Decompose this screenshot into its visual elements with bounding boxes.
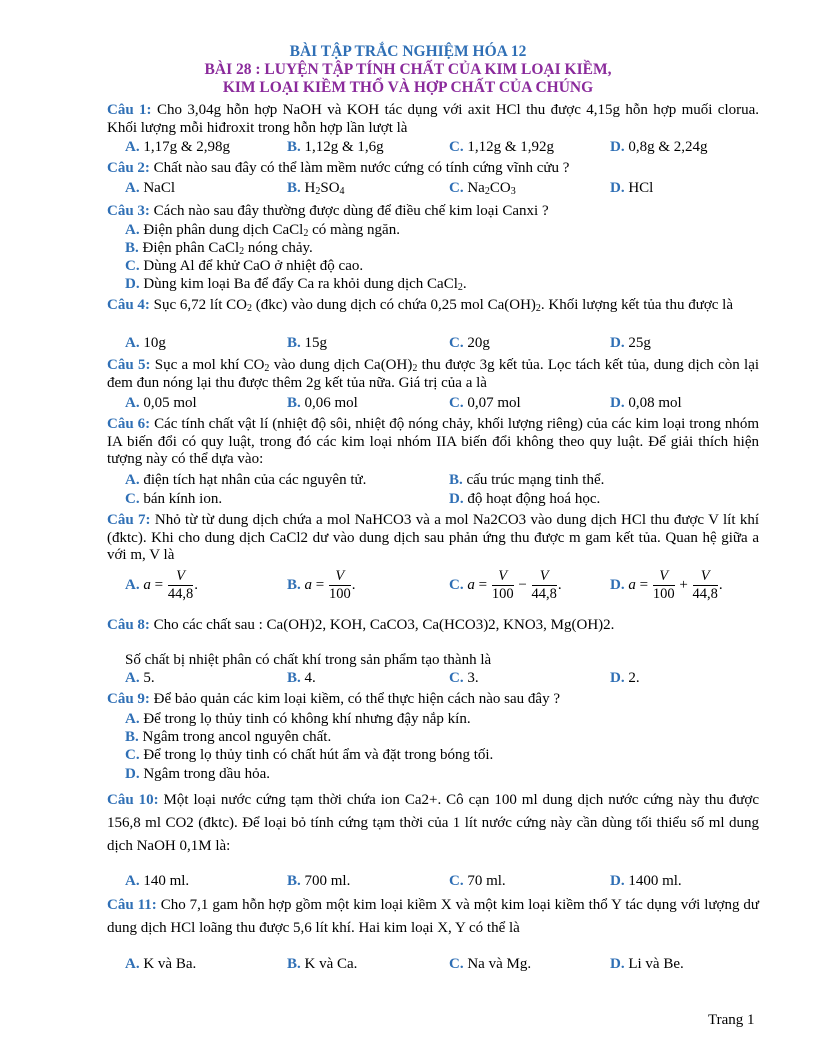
text-fragment: điện tích hạt nhân của các nguyên tử. bbox=[143, 472, 367, 488]
text-fragment: Sục a mol khí CO bbox=[154, 357, 265, 373]
text-fragment: A. bbox=[125, 335, 140, 351]
answer-a bbox=[125, 955, 196, 973]
text-fragment: Câu 3: bbox=[107, 203, 150, 219]
answer-d bbox=[610, 138, 708, 156]
text-fragment: D. bbox=[449, 491, 464, 507]
text-fragment: 0,8g & 2,24g bbox=[628, 139, 708, 155]
answer-a bbox=[125, 221, 400, 239]
answer-d bbox=[610, 179, 653, 197]
question-text: Cho 3,04g hỗn hợp NaOH và KOH tác dụng với axit HCl thu được 4,15g hỗn hợp muối clorua. Khối lượng mỗi hiđroxit trong hỗn hợp lần lượt là bbox=[107, 102, 760, 136]
text-fragment: A. bbox=[125, 222, 140, 238]
text-fragment: B. bbox=[287, 576, 301, 593]
text-fragment: Chất nào sau đây có thể làm mềm nước cứng có tính cứng vĩnh cửu ? bbox=[153, 160, 570, 176]
text-fragment: D. bbox=[610, 956, 625, 972]
text-fragment: Để trong lọ thủy tinh có chất hút ẩm và đặt trong bóng tối. bbox=[143, 747, 494, 763]
text-fragment: 2. bbox=[628, 670, 640, 686]
question-7 bbox=[107, 512, 759, 565]
text-fragment: 700 ml. bbox=[304, 873, 351, 889]
question-10 bbox=[107, 789, 759, 858]
text-fragment: = bbox=[478, 576, 488, 593]
text-fragment: Điện phân dung dịch CaCl bbox=[143, 222, 304, 238]
text-fragment: có màng ngăn. bbox=[308, 222, 400, 238]
text-fragment: C. bbox=[449, 395, 464, 411]
answer-c bbox=[125, 746, 493, 764]
text-fragment: 2 bbox=[239, 246, 245, 257]
fraction bbox=[653, 568, 675, 603]
text-fragment: D. bbox=[610, 395, 625, 411]
text-fragment: V bbox=[653, 568, 675, 586]
text-fragment: A. bbox=[125, 711, 140, 727]
doc-title: BÀI TẬP TRẮC NGHIỆM HÓA 12 bbox=[289, 43, 527, 60]
text-fragment: 2 bbox=[315, 186, 321, 197]
answer-d bbox=[610, 872, 682, 890]
answer-a bbox=[125, 669, 155, 687]
text-fragment: 100 bbox=[652, 586, 675, 602]
question-5 bbox=[107, 357, 759, 392]
text-fragment: + bbox=[679, 576, 688, 593]
answer-d bbox=[125, 275, 467, 293]
text-fragment: B. bbox=[287, 335, 301, 351]
text-fragment: 0,06 mol bbox=[304, 395, 358, 411]
answer-c bbox=[449, 568, 562, 603]
text-fragment: 100 bbox=[491, 586, 514, 602]
text-fragment: NaCl bbox=[143, 180, 176, 196]
text-fragment: 2 bbox=[303, 228, 309, 239]
text-fragment: Để bảo quản các kim loại kiềm, có thể thực hiện cách nào sau đây ? bbox=[153, 691, 560, 707]
answer-b bbox=[287, 955, 357, 973]
text-fragment: a bbox=[467, 576, 475, 593]
text-fragment: D. bbox=[125, 276, 140, 292]
text-fragment: 2 bbox=[247, 303, 253, 314]
text-fragment: A. bbox=[125, 472, 140, 488]
text-fragment: a bbox=[304, 576, 313, 593]
text-fragment: A. bbox=[125, 139, 140, 155]
text-fragment: A. bbox=[125, 395, 140, 411]
text-fragment: Dùng kim loại Ba để đẩy Ca ra khỏi dung dịch CaCl bbox=[143, 276, 458, 292]
text-fragment: C. bbox=[449, 576, 464, 593]
text-fragment: Ngâm trong dầu hỏa. bbox=[143, 766, 270, 782]
text-fragment: 4. bbox=[304, 670, 316, 686]
question-1 bbox=[107, 102, 759, 137]
text-fragment: C. bbox=[125, 747, 140, 763]
answer-b bbox=[287, 179, 345, 197]
text-fragment: Cho 7,1 gam hỗn hợp gồm một kim loại kiềm X và một kim loại kiềm thổ Y tác dụng với lượng dư dung dịch HCl loãng thu được 5,6 lít khí. Hai kim loại X, Y có thể là bbox=[107, 897, 760, 936]
text-fragment: 1,17g & 2,98g bbox=[143, 139, 231, 155]
text-fragment: C. bbox=[449, 139, 464, 155]
answer-c bbox=[449, 179, 516, 197]
text-fragment: . bbox=[557, 576, 562, 593]
text-fragment: (đkc) vào dung dịch có chứa 0,25 mol Ca(OH) bbox=[252, 297, 536, 313]
text-fragment: B. bbox=[125, 729, 139, 745]
question-2 bbox=[107, 160, 759, 178]
text-fragment: vào dung dịch Ca(OH) bbox=[269, 357, 413, 373]
text-fragment: V bbox=[168, 568, 193, 586]
text-fragment: K và Ca. bbox=[304, 956, 358, 972]
text-fragment: B. bbox=[287, 395, 301, 411]
fraction bbox=[693, 568, 718, 603]
text-fragment: Câu 4: bbox=[107, 297, 150, 313]
text-fragment: Li và Be. bbox=[628, 956, 684, 972]
text-fragment: Sục 6,72 lít CO bbox=[153, 297, 248, 313]
text-fragment: 0,08 mol bbox=[628, 395, 682, 411]
text-fragment: C. bbox=[449, 180, 464, 196]
text-fragment: Cách nào sau đây thường được dùng để điều chế kim loại Canxi ? bbox=[153, 203, 549, 219]
text-fragment: C. bbox=[125, 491, 140, 507]
text-fragment: C. bbox=[125, 258, 140, 274]
text-fragment: Dùng Al để khử CaO ở nhiệt độ cao. bbox=[143, 258, 364, 274]
answer-a bbox=[125, 872, 189, 890]
text-fragment: 25g bbox=[628, 335, 651, 351]
text-fragment: V bbox=[532, 568, 557, 586]
text-fragment: 2 bbox=[484, 186, 490, 197]
text-fragment: 2 bbox=[412, 363, 418, 374]
text-fragment: HCl bbox=[628, 180, 654, 196]
text-fragment: 3 bbox=[510, 186, 516, 197]
text-fragment: A. bbox=[125, 956, 140, 972]
text-fragment: V bbox=[693, 568, 718, 586]
text-fragment: nóng chảy. bbox=[244, 240, 313, 256]
answer-a bbox=[125, 179, 175, 197]
text-fragment: 70 ml. bbox=[467, 873, 506, 889]
text-fragment: D. bbox=[610, 180, 625, 196]
text-fragment: 0,07 mol bbox=[467, 395, 521, 411]
answer-a bbox=[125, 710, 471, 728]
text-fragment: . bbox=[462, 276, 467, 292]
question-8-stem: Số chất bị nhiệt phân có chất khí trong sản phẩm tạo thành là bbox=[125, 652, 492, 668]
text-fragment: H bbox=[304, 180, 316, 196]
text-fragment: độ hoạt động hoá học. bbox=[467, 491, 601, 507]
text-fragment: . bbox=[718, 576, 723, 593]
text-fragment: B. bbox=[287, 180, 301, 196]
answer-d bbox=[610, 955, 684, 973]
fraction bbox=[329, 568, 351, 603]
answer-a bbox=[125, 334, 166, 352]
text-fragment: Cho các chất sau : Ca(OH)2, KOH, CaCO3, Ca(HCO3)2, KNO3, Mg(OH)2. bbox=[153, 617, 615, 633]
text-fragment: A. bbox=[125, 670, 140, 686]
answer-d bbox=[610, 568, 723, 603]
text-fragment: D. bbox=[610, 139, 625, 155]
text-fragment: . bbox=[194, 576, 198, 593]
text-fragment: Câu 5: bbox=[107, 357, 151, 373]
text-fragment: A. bbox=[125, 873, 140, 889]
answer-a bbox=[125, 471, 366, 489]
text-fragment: Câu 7: bbox=[107, 512, 151, 528]
text-fragment: 5. bbox=[143, 670, 155, 686]
text-fragment: 2 bbox=[457, 282, 463, 293]
text-fragment: bán kính ion. bbox=[143, 491, 223, 507]
text-fragment: . Khối lượng kết tủa thu được là bbox=[540, 297, 733, 313]
answer-a bbox=[125, 568, 198, 603]
text-fragment: 2 bbox=[535, 303, 541, 314]
text-fragment: D. bbox=[610, 576, 625, 593]
text-fragment: D. bbox=[610, 670, 625, 686]
page-number: Trang 1 bbox=[708, 1012, 755, 1028]
text-fragment: C. bbox=[449, 670, 464, 686]
text-fragment: 44,8 bbox=[692, 586, 718, 602]
answer-a bbox=[125, 394, 197, 412]
text-fragment: 4 bbox=[339, 186, 345, 197]
text-fragment: Nhỏ từ từ dung dịch chứa a mol NaHCO3 và a mol Na2CO3 vào dung dịch HCl thu được V lít khí (đktc). Khi cho dung dịch CaCl2 dư vào dung dịch sau phản ứng thu được m gam kết tủa. Quan hệ giữa a với m, V là bbox=[107, 512, 760, 564]
text-fragment: − bbox=[518, 576, 527, 593]
text-fragment: Để trong lọ thủy tinh có không khí nhưng đậy nắp kín. bbox=[143, 711, 471, 727]
text-fragment: Một loại nước cứng tạm thời chứa ion Ca2+. Cô cạn 100 ml dung dịch nước cứng này thu được 156,8 ml CO2 (đktc). Để loại bỏ tính cứng tạm thời của 1 lít nước cứng này cần dùng tối thiểu số ml dung dịch NaOH 0,1M là: bbox=[107, 792, 760, 854]
text-fragment: B. bbox=[287, 873, 301, 889]
lesson-title-line1: BÀI 28 : LUYỆN TẬP TÍNH CHẤT CỦA KIM LOẠI KIỀM, bbox=[204, 61, 612, 78]
answer-d bbox=[610, 669, 640, 687]
text-fragment: B. bbox=[449, 472, 463, 488]
text-fragment: a bbox=[143, 576, 151, 593]
answer-d bbox=[610, 334, 651, 352]
text-fragment: C. bbox=[449, 873, 464, 889]
answer-d bbox=[125, 765, 270, 783]
text-fragment: 3. bbox=[467, 670, 479, 686]
answer-b bbox=[287, 334, 327, 352]
text-fragment: 10g bbox=[143, 335, 166, 351]
text-fragment: D. bbox=[610, 335, 625, 351]
text-fragment: 1,12g & 1,6g bbox=[304, 139, 384, 155]
text-fragment: 1400 ml. bbox=[628, 873, 682, 889]
answer-b bbox=[287, 872, 350, 890]
text-fragment: 44,8 bbox=[531, 586, 557, 602]
answer-d bbox=[610, 394, 682, 412]
text-fragment: Câu 9: bbox=[107, 691, 150, 707]
text-fragment: 0,05 mol bbox=[143, 395, 197, 411]
text-fragment: 20g bbox=[467, 335, 490, 351]
text-fragment: = bbox=[154, 576, 164, 593]
answer-b bbox=[287, 669, 316, 687]
text-fragment: C. bbox=[449, 956, 464, 972]
text-fragment: Câu 8: bbox=[107, 617, 150, 633]
text-fragment: Câu 2: bbox=[107, 160, 150, 176]
text-fragment: = bbox=[315, 576, 325, 593]
question-label: Câu 1: bbox=[107, 102, 152, 118]
answer-b bbox=[125, 239, 313, 257]
text-fragment: Câu 11: bbox=[107, 897, 157, 913]
text-fragment: 1,12g & 1,92g bbox=[467, 139, 555, 155]
text-fragment: 2 bbox=[264, 363, 270, 374]
text-fragment: Na bbox=[467, 180, 485, 196]
text-fragment: Câu 10: bbox=[107, 792, 159, 808]
text-fragment: A. bbox=[125, 180, 140, 196]
text-fragment: = bbox=[639, 576, 649, 593]
question-9 bbox=[107, 691, 759, 709]
answer-c bbox=[449, 955, 531, 973]
text-fragment: Na và Mg. bbox=[467, 956, 532, 972]
question-3 bbox=[107, 203, 759, 221]
answer-b bbox=[287, 394, 358, 412]
answer-c bbox=[125, 490, 222, 508]
answer-c bbox=[125, 257, 363, 275]
answer-a bbox=[125, 138, 230, 156]
answer-b bbox=[449, 471, 604, 489]
text-fragment: V bbox=[492, 568, 514, 586]
answer-b bbox=[287, 138, 384, 156]
answer-c bbox=[449, 334, 490, 352]
answer-d bbox=[449, 490, 600, 508]
text-fragment: 140 ml. bbox=[143, 873, 190, 889]
answer-c bbox=[449, 669, 479, 687]
text-fragment: a bbox=[628, 576, 636, 593]
text-fragment: thu được 3g kết tủa. Lọc tách kết tủa, dung dịch còn lại đem đun nóng lại thu được thêm 2g kết tủa nữa. Giá trị của a là bbox=[107, 357, 760, 391]
lesson-title-line2: KIM LOẠI KIỀM THỔ VÀ HỢP CHẤT CỦA CHÚNG bbox=[222, 79, 594, 96]
fraction bbox=[492, 568, 514, 603]
text-fragment: Điện phân CaCl bbox=[142, 240, 240, 256]
question-6 bbox=[107, 416, 759, 469]
fraction bbox=[168, 568, 193, 603]
fraction bbox=[532, 568, 557, 603]
text-fragment: . bbox=[351, 576, 356, 593]
text-fragment: K và Ba. bbox=[143, 956, 197, 972]
text-fragment: Ngâm trong ancol nguyên chất. bbox=[142, 729, 332, 745]
text-fragment: 44,8 bbox=[167, 586, 194, 602]
text-fragment: Câu 6: bbox=[107, 416, 151, 432]
text-fragment: 15g bbox=[304, 335, 328, 351]
text-fragment: SO bbox=[320, 180, 340, 196]
text-fragment: CO bbox=[489, 180, 511, 196]
answer-b bbox=[287, 568, 355, 603]
text-fragment: C. bbox=[449, 335, 464, 351]
question-11 bbox=[107, 894, 759, 940]
text-fragment: cấu trúc mạng tinh thể. bbox=[466, 472, 605, 488]
answer-c bbox=[449, 138, 554, 156]
answer-c bbox=[449, 872, 506, 890]
text-fragment: B. bbox=[287, 956, 301, 972]
text-fragment: B. bbox=[287, 139, 301, 155]
text-fragment: D. bbox=[610, 873, 625, 889]
text-fragment: V bbox=[329, 568, 351, 586]
text-fragment: B. bbox=[287, 670, 301, 686]
text-fragment: A. bbox=[125, 576, 140, 593]
question-8 bbox=[107, 617, 759, 635]
text-fragment: Các tính chất vật lí (nhiệt độ sôi, nhiệt độ nóng chảy, khối lượng riêng) của các kim loại trong nhóm IA biến đổi có quy luật, trong đó các kim loại nhóm IIA biến đổi không theo quy luật. Để giải thích hiện tượng này có thể dựa vào: bbox=[107, 416, 760, 468]
answer-c bbox=[449, 394, 521, 412]
question-4 bbox=[107, 297, 759, 315]
answer-b bbox=[125, 728, 331, 746]
text-fragment: B. bbox=[125, 240, 139, 256]
text-fragment: 100 bbox=[328, 586, 351, 602]
text-fragment: D. bbox=[125, 766, 140, 782]
